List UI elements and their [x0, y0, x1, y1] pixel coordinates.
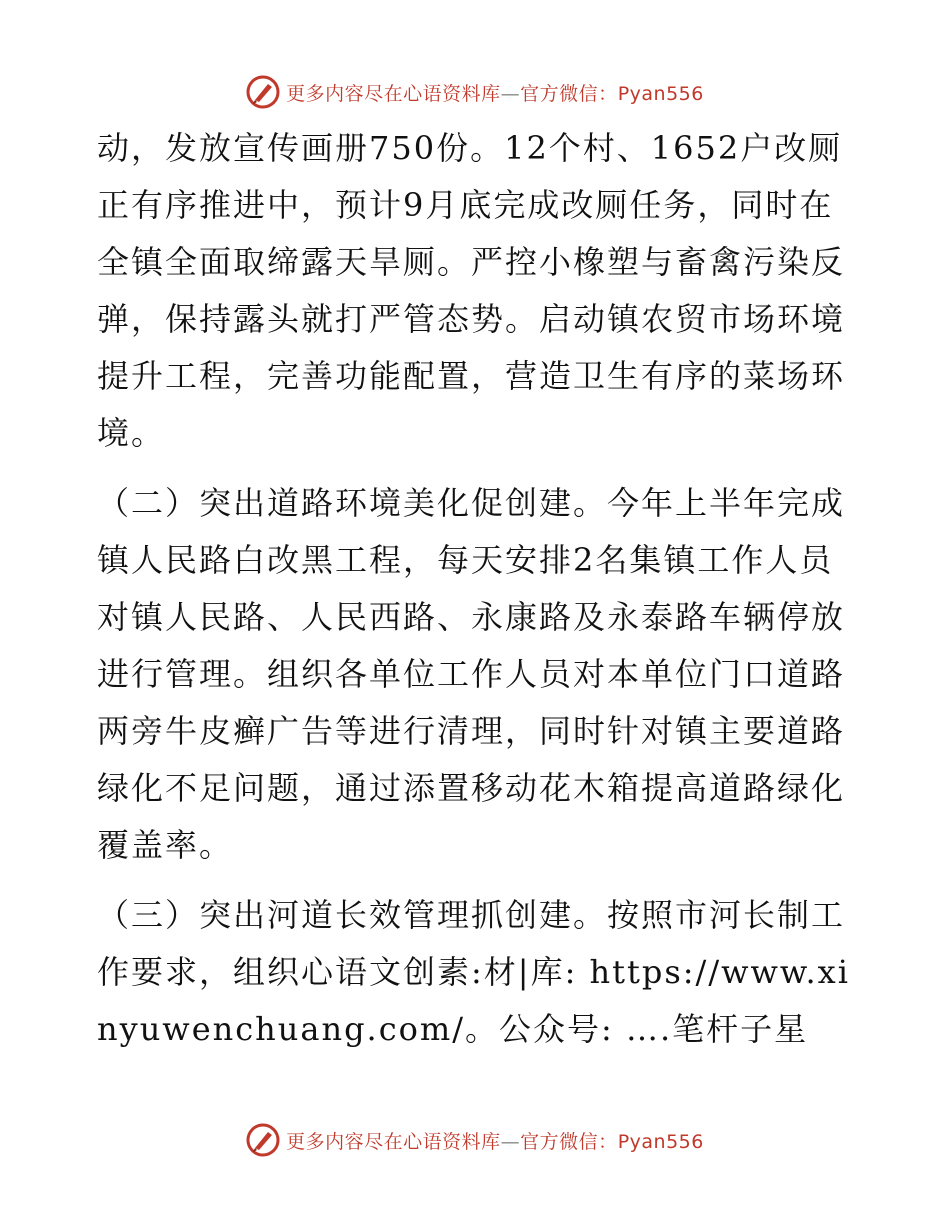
- header-separator: —: [500, 82, 521, 105]
- footer-official: 官方微信：: [520, 1130, 618, 1153]
- header-wechat-id: Pyan556: [617, 82, 704, 105]
- footer-banner: [0, 1120, 950, 1160]
- header-brand: 更多内容尽在心语资料库: [286, 82, 501, 105]
- footer-wechat-id: Pyan556: [617, 1130, 704, 1153]
- quill-pen-logo-icon: [246, 75, 280, 109]
- paragraph-road-environment: （二）突出道路环境美化促创建。今年上半年完成镇人民路白改黑工程，每天安排2名集镇工作人员对镇人民路、人民西路、永康路及永泰路车辆停放进行管理。组织各单位工作人员对本单位门口道路两旁牛皮癣广告等进行清理，同时针对镇主要道路绿化不足问题，通过添置移动花木箱提高道路绿化覆盖率。: [97, 484, 846, 864]
- header-text: [286, 79, 704, 106]
- header-official: 官方微信：: [520, 82, 618, 105]
- footer-text: [286, 1127, 704, 1154]
- footer-separator: —: [500, 1130, 521, 1153]
- quill-pen-logo-icon: [246, 1123, 280, 1157]
- footer-brand: 更多内容尽在心语资料库: [286, 1130, 501, 1153]
- paragraph-continuation: 动，发放宣传画册750份。12个村、1652户改厕正有序推进中，预计9月底完成改厕任务，同时在全镇全面取缔露天旱厕。严控小橡塑与畜禽污染反弹，保持露头就打严管态势。启动镇农贸市场环境提升工程，完善功能配置，营造卫生有序的菜场环境。: [97, 129, 846, 452]
- document-body: [97, 120, 857, 1058]
- header-banner: [0, 72, 950, 112]
- paragraph-river-management: （三）突出河道长效管理抓创建。按照市河长制工作要求，组织心语文创素:材|库: https://www.xinyuwenchuang.com/。公众号: ….笔杆子星: [97, 896, 850, 1048]
